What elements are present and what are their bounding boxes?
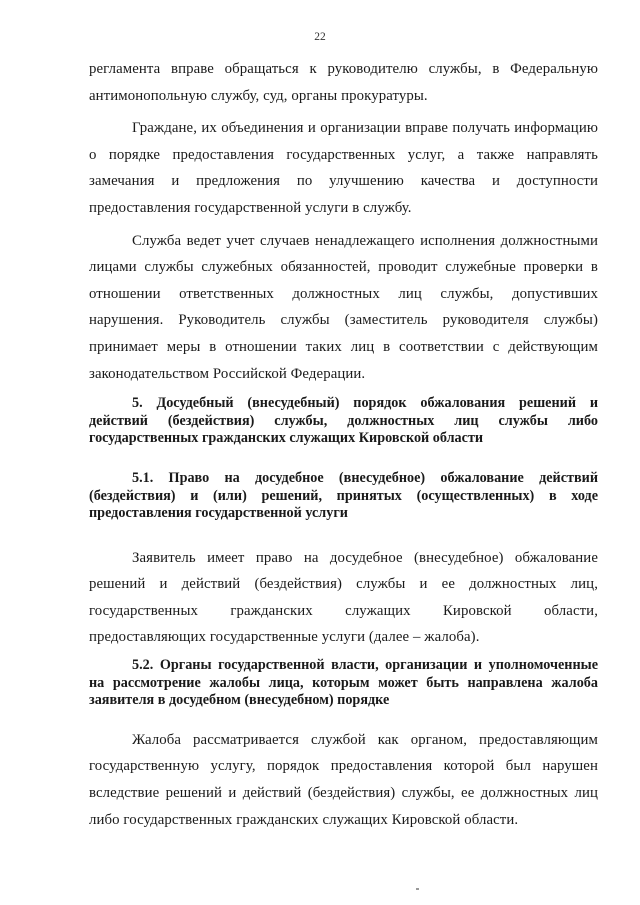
paragraph-complaint-review: Жалоба рассматривается службой как органом, предоставляющим государственную услугу, порядок предоставления которой был нарушен вследствие решений и действий (бездействия) службы, ее должностных лиц либо государственных гражданских служащих Кировской области.: [89, 731, 598, 828]
page-content: [89, 56, 598, 833]
section-heading-5-1: 5.1. Право на досудебное (внесудебное) обжалование действий (бездействия) и (или) решений, принятых (осуществленных) в ходе предоставления государственной услуги: [89, 469, 598, 522]
scan-dot: [416, 888, 419, 890]
section-heading-5-2: 5.2. Органы государственной власти, организации и уполномоченные на рассмотрение жалобы лица, которым может быть направлена жалоба заявителя в досудебном (внесудебном) порядке: [89, 657, 598, 709]
paragraph-appeal-continuation: регламента вправе обращаться к руководителю службы, в Федеральную антимонопольную службу, суд, органы прокуратуры.: [89, 61, 598, 104]
paragraph-citizens-rights: Граждане, их объединения и организации вправе получать информацию о порядке предоставления государственных услуг, а также направлять замечания и предложения по улучшению качества и доступности предоставления государственной услуги в службу.: [89, 120, 598, 216]
page-number: 22: [314, 31, 326, 43]
paragraph-applicant-right: Заявитель имеет право на досудебное (внесудебное) обжалование решений и действий (бездействия) службы и ее должностных лиц, государственных гражданских служащих Кировской области, предоставляющих государственные услуги (далее – жалоба).: [89, 549, 598, 646]
section-heading-5: 5. Досудебный (внесудебный) порядок обжалования решений и действий (бездействия) службы, должностных лиц службы либо государственных гражданских служащих Кировской области: [89, 395, 598, 447]
paragraph-service-accounting: Служба ведет учет случаев ненадлежащего исполнения должностными лицами службы служебных обязанностей, проводит служебные проверки в отношении ответственных должностных лиц службы, допустивших нарушения. Руководитель службы (заместитель руководителя службы) принимает меры в отношении таких лиц в соответствии с действующим законодательством Российской Федерации.: [89, 232, 598, 382]
